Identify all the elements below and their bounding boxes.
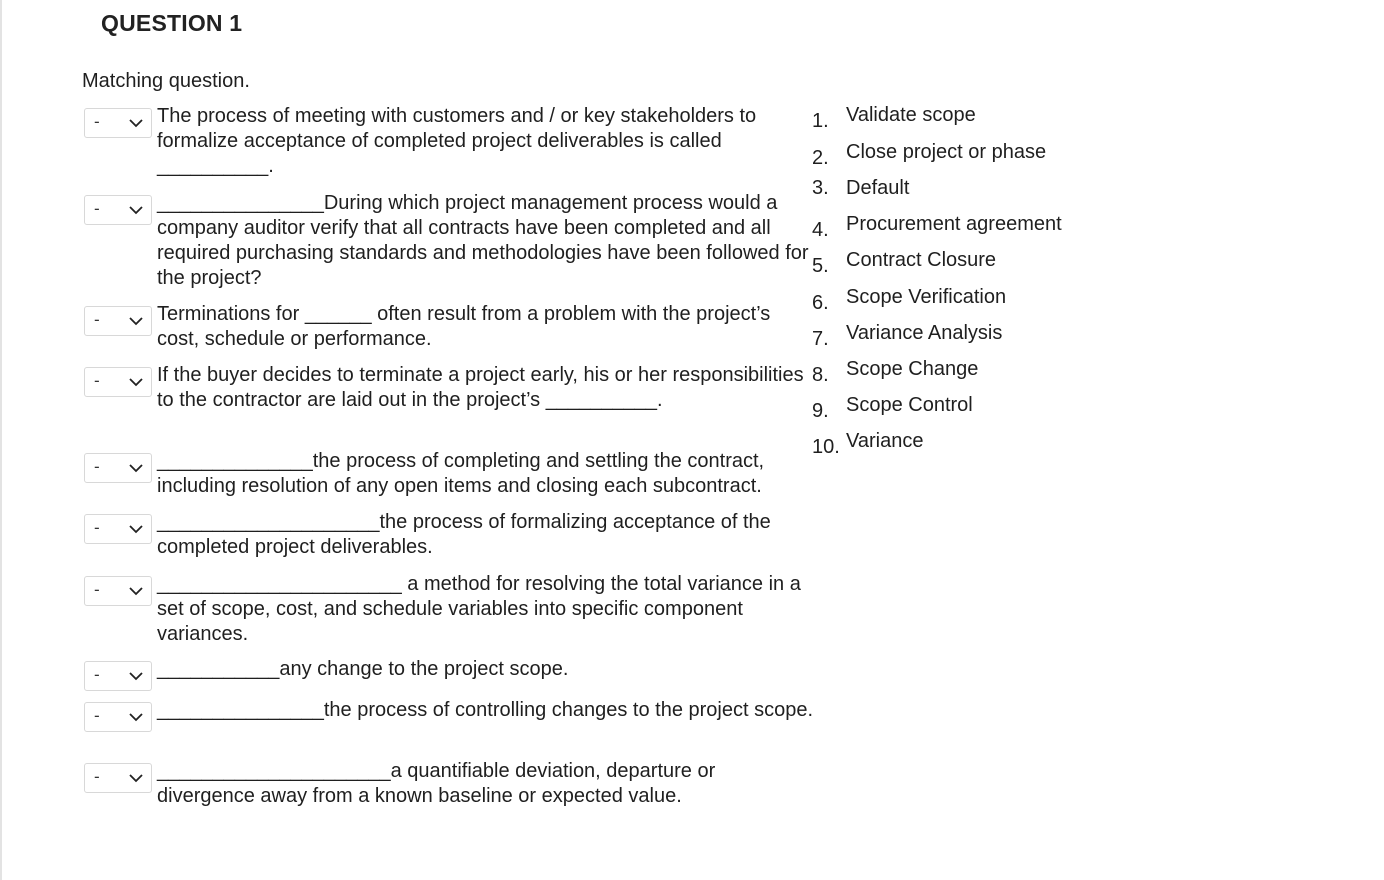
question-text-5: ______________the process of completing and settling the contract, including resolution of any open items and closing each subcontract. (157, 450, 765, 497)
answer-select-1[interactable] (84, 108, 152, 138)
chevron-down-icon (129, 586, 143, 596)
chevron-down-icon (129, 671, 143, 681)
chevron-down-icon (129, 773, 143, 783)
answer-number: 5. (812, 255, 829, 277)
chevron-down-icon (129, 205, 143, 215)
select-value: - (94, 518, 100, 537)
question-text-10: _____________________a quantifiable deviation, departure or divergence away from a known baseline or expected value. (157, 760, 716, 807)
answer-number: 2. (812, 147, 829, 169)
chevron-down-icon (129, 118, 143, 128)
answer-select-6[interactable] (84, 514, 152, 544)
answer-select-3[interactable] (84, 306, 152, 336)
chevron-down-icon (129, 712, 143, 722)
question-text-8: ___________any change to the project scope. (157, 658, 569, 680)
chevron-down-icon (129, 316, 143, 326)
chevron-down-icon (129, 377, 143, 387)
question-text-7: ______________________ a method for resolving the total variance in a set of scope, cost, and schedule variables into specific component variances. (157, 573, 801, 645)
answer-select-4[interactable] (84, 367, 152, 397)
select-value: - (94, 706, 100, 725)
answer-number: 1. (812, 110, 829, 132)
select-value: - (94, 767, 100, 786)
answer-label: Validate scope (846, 104, 976, 126)
answer-label: Close project or phase (846, 141, 1047, 163)
answer-select-2[interactable] (84, 195, 152, 225)
select-value: - (94, 665, 100, 684)
instruction-text: Matching question. (82, 70, 250, 92)
answer-number: 7. (812, 328, 829, 350)
answer-number: 6. (812, 292, 829, 314)
answer-label: Contract Closure (846, 249, 997, 271)
answer-label: Variance Analysis (846, 322, 1003, 344)
select-value: - (94, 199, 100, 218)
question-text-6: ____________________the process of formalizing acceptance of the completed project deliverables. (157, 511, 771, 558)
select-value: - (94, 112, 100, 131)
answer-label: Scope Control (846, 394, 973, 416)
answer-number: 9. (812, 400, 829, 422)
question-text-9: _______________the process of controlling changes to the project scope. (157, 699, 814, 721)
chevron-down-icon (129, 524, 143, 534)
question-text-1: The process of meeting with customers and / or key stakeholders to formalize acceptance of completed project deliverables is called __________. (157, 105, 757, 177)
answer-number: 10. (812, 436, 840, 458)
left-border (0, 0, 2, 880)
question-title: QUESTION 1 (101, 10, 243, 36)
answer-select-5[interactable] (84, 453, 152, 483)
answer-number: 3. (812, 177, 829, 199)
answer-label: Procurement agreement (846, 213, 1062, 235)
select-value: - (94, 580, 100, 599)
answer-select-10[interactable] (84, 763, 152, 793)
answer-select-9[interactable] (84, 702, 152, 732)
question-text-4: If the buyer decides to terminate a project early, his or her responsibilities to the contractor are laid out in the project’s __________. (157, 364, 804, 411)
answer-number: 4. (812, 219, 829, 241)
select-value: - (94, 457, 100, 476)
chevron-down-icon (129, 463, 143, 473)
answer-select-7[interactable] (84, 576, 152, 606)
answer-number: 8. (812, 364, 829, 386)
answer-label: Variance (846, 430, 924, 452)
select-value: - (94, 310, 100, 329)
question-text-2: _______________During which project management process would a company auditor verify that all contracts have been completed and all required purchasing standards and methodologies have been followed for the project? (157, 192, 809, 289)
answer-label: Scope Change (846, 358, 979, 380)
question-text-3: Terminations for ______ often result from a problem with the project’s cost, schedule or performance. (157, 303, 771, 350)
answer-select-8[interactable] (84, 661, 152, 691)
answer-label: Default (846, 177, 910, 199)
answer-label: Scope Verification (846, 286, 1007, 308)
select-value: - (94, 371, 100, 390)
